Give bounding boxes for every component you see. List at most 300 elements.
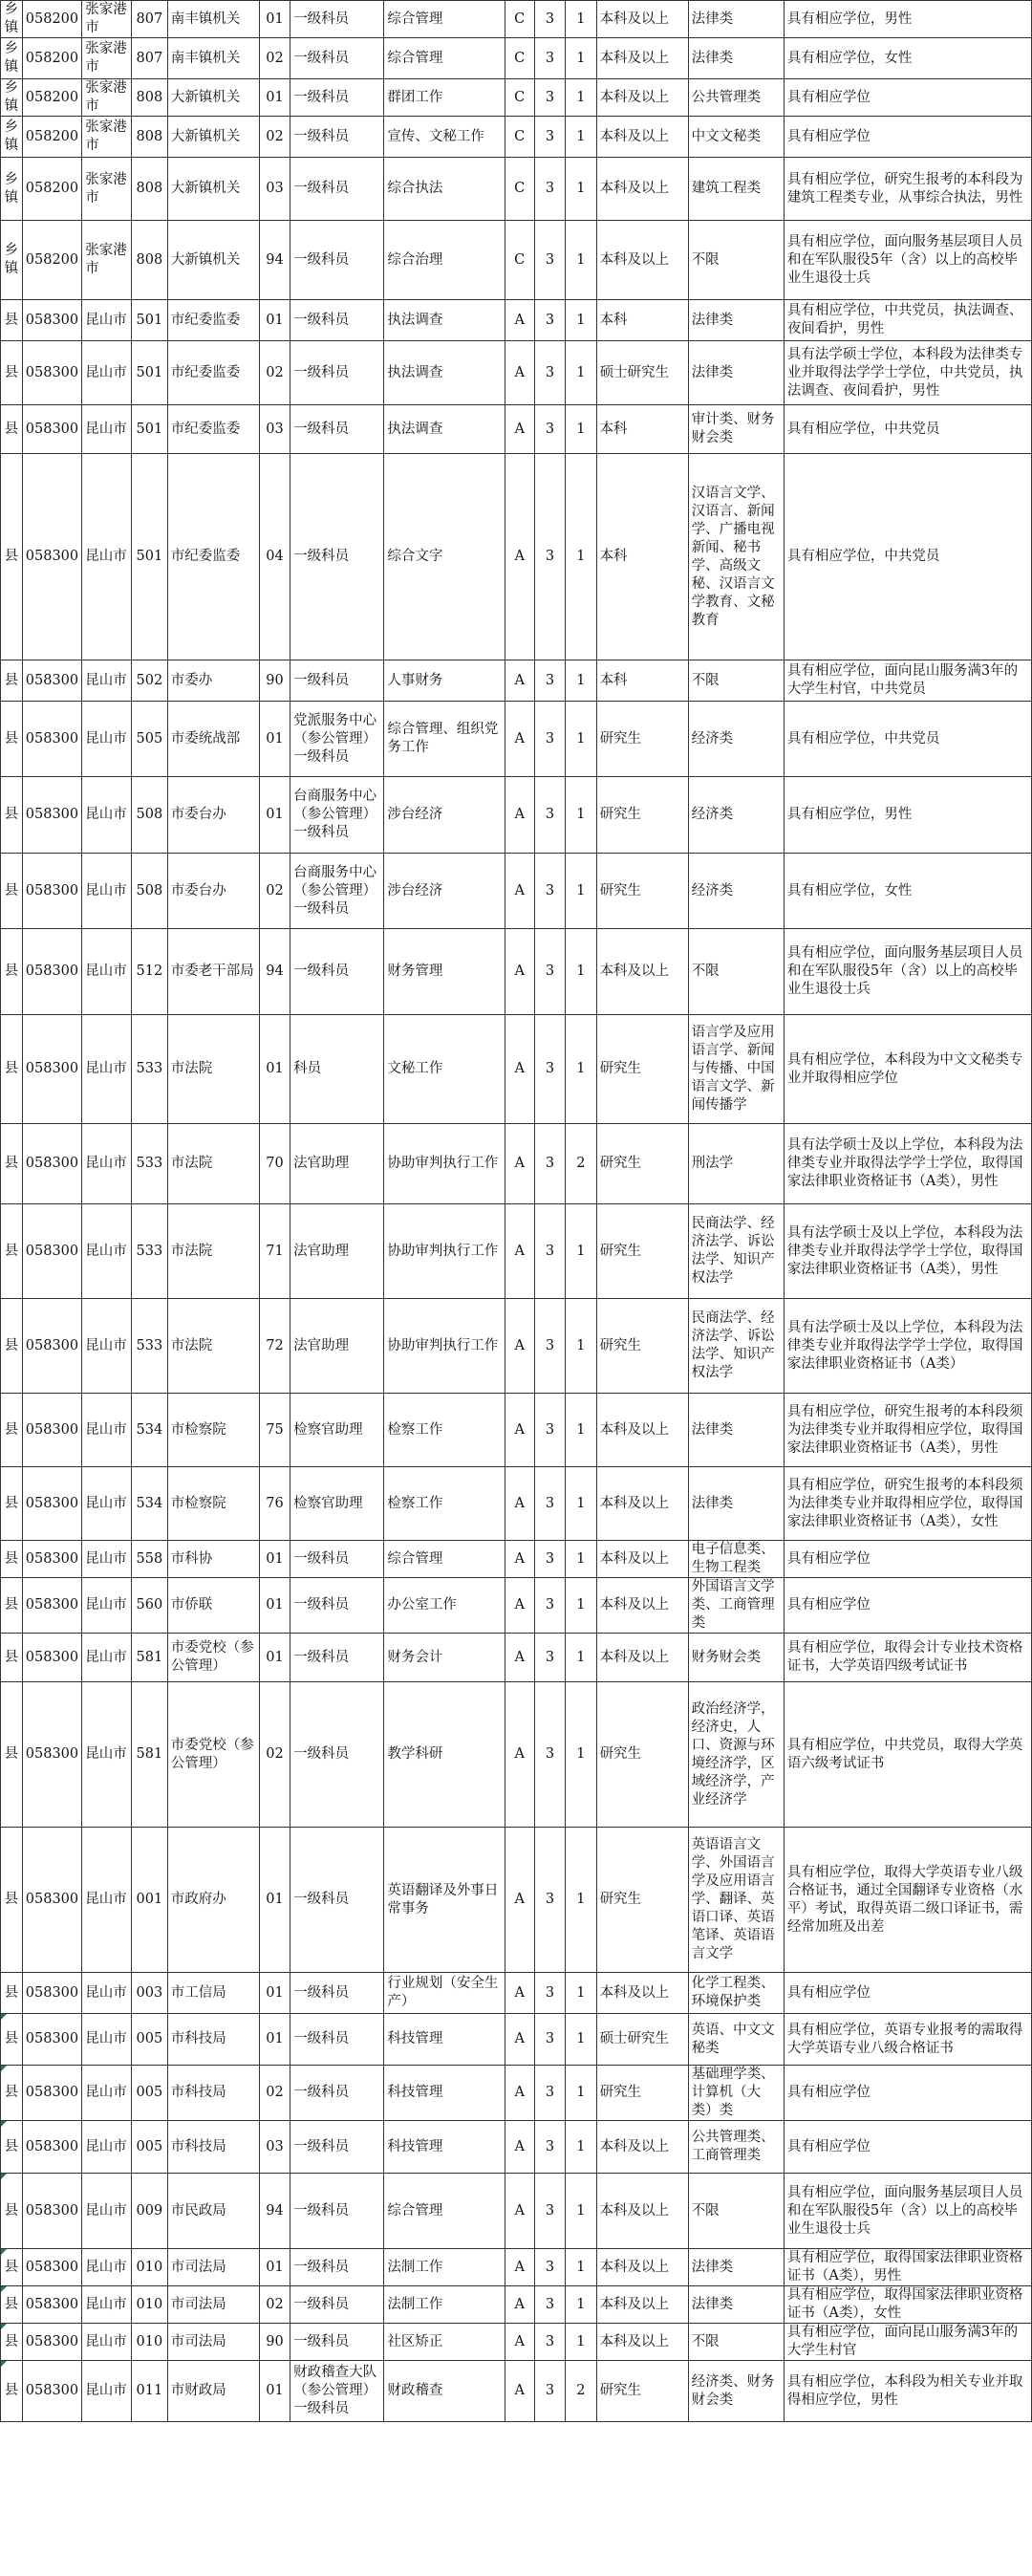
position-cell: 一级科员 [290,660,384,702]
hires-cell: 1 [566,1541,596,1578]
dept-name-cell: 大新镇机关 [167,158,259,221]
position-cell: 一级科员 [290,454,384,660]
hires-cell: 1 [566,79,596,117]
requirements-cell: 具有相应学位，面向昆山服务满3年的大学生村官 [784,2324,1031,2361]
requirements-cell: 具有相应学位，女性 [784,854,1031,929]
duties-cell: 行业规划（安全生产） [384,1973,505,2014]
table-row [1,2174,1032,2249]
exam-count-cell: 3 [534,660,565,702]
hires-cell: 1 [566,300,596,341]
exam-count-cell: 3 [534,1204,565,1299]
pos-code-cell: 02 [259,38,290,79]
education-cell: 研究生 [596,854,688,929]
dept-name-cell: 市委统战部 [167,702,259,777]
requirements-cell: 具有相应学位，取得国家法律职业资格证书（A类），女性 [784,2286,1031,2324]
table-row [1,1204,1032,1299]
code-cell: 058200 [22,1,82,38]
level-cell: 县 [1,1682,23,1828]
category-cell: A [505,1541,534,1578]
level-cell: 县 [1,2249,23,2286]
city-cell: 昆山市 [82,2066,132,2121]
code-cell: 058300 [22,1204,82,1299]
city-cell: 昆山市 [82,777,132,854]
major-cell: 刑法学 [688,1124,784,1204]
dept-name-cell: 大新镇机关 [167,79,259,117]
level-cell: 乡镇 [1,221,23,300]
city-cell: 张家港市 [82,79,132,117]
education-cell: 本科及以上 [596,2174,688,2249]
hires-cell: 1 [566,1682,596,1828]
duties-cell: 协助审判执行工作 [384,1124,505,1204]
city-cell: 昆山市 [82,2121,132,2174]
dept-name-cell: 市科技局 [167,2121,259,2174]
dept-name-cell: 大新镇机关 [167,221,259,300]
requirements-cell: 具有相应学位 [784,79,1031,117]
dept-code-cell: 505 [132,702,168,777]
exam-count-cell: 3 [534,2121,565,2174]
level-cell: 县 [1,454,23,660]
category-cell: A [505,1682,534,1828]
pos-code-cell: 02 [259,2066,290,2121]
exam-count-cell: 3 [534,1634,565,1682]
education-cell: 本科及以上 [596,1973,688,2014]
pos-code-cell: 01 [259,1541,290,1578]
table-row [1,117,1032,158]
category-cell: A [505,660,534,702]
table-row [1,660,1032,702]
major-cell: 民商法学、经济法学、诉讼法学、知识产权法学 [688,1299,784,1394]
pos-code-cell: 02 [259,1682,290,1828]
code-cell: 058300 [22,2066,82,2121]
position-cell: 一级科员 [290,158,384,221]
education-cell: 本科及以上 [596,1,688,38]
city-cell: 昆山市 [82,2174,132,2249]
major-cell: 经济类 [688,777,784,854]
dept-name-cell: 大新镇机关 [167,117,259,158]
education-cell: 本科及以上 [596,38,688,79]
city-cell: 昆山市 [82,300,132,341]
major-cell: 不限 [688,929,784,1015]
dept-code-cell: 512 [132,929,168,1015]
duties-cell: 宣传、文秘工作 [384,117,505,158]
major-cell: 英语、中文文秘类 [688,2014,784,2066]
dept-code-cell: 010 [132,2286,168,2324]
table-row [1,221,1032,300]
dept-code-cell: 003 [132,1973,168,2014]
table-row [1,2121,1032,2174]
hires-cell: 1 [566,1394,596,1467]
code-cell: 058300 [22,1015,82,1124]
duties-cell: 执法调查 [384,405,505,454]
level-cell: 县 [1,405,23,454]
requirements-cell: 具有相应学位，面向服务基层项目人员和在军队服役5年（含）以上的高校毕业生退役士兵 [784,2174,1031,2249]
hires-cell: 1 [566,2324,596,2361]
code-cell: 058300 [22,929,82,1015]
city-cell: 昆山市 [82,1828,132,1973]
education-cell: 本科及以上 [596,221,688,300]
table-row [1,2361,1032,2422]
table-body [1,1,1032,2422]
code-cell: 058300 [22,2014,82,2066]
level-cell: 县 [1,1634,23,1682]
pos-code-cell: 01 [259,1,290,38]
category-cell: C [505,38,534,79]
pos-code-cell: 01 [259,2014,290,2066]
table-row [1,454,1032,660]
code-cell: 058300 [22,1578,82,1634]
requirements-cell: 具有相应学位，面向服务基层项目人员和在军队服役5年（含）以上的高校毕业生退役士兵 [784,221,1031,300]
table-row [1,1124,1032,1204]
requirements-cell: 具有相应学位，中共党员，执法调查、夜间看护，男性 [784,300,1031,341]
dept-code-cell: 808 [132,158,168,221]
dept-code-cell: 508 [132,777,168,854]
education-cell: 硕士研究生 [596,2014,688,2066]
hires-cell: 1 [566,454,596,660]
level-cell: 县 [1,1828,23,1973]
education-cell: 本科及以上 [596,158,688,221]
exam-count-cell: 3 [534,405,565,454]
code-cell: 058300 [22,2249,82,2286]
hires-cell: 1 [566,117,596,158]
table-row [1,1973,1032,2014]
category-cell: A [505,2174,534,2249]
duties-cell: 财政稽查 [384,2361,505,2422]
pos-code-cell: 72 [259,1299,290,1394]
exam-count-cell: 3 [534,854,565,929]
exam-count-cell: 3 [534,1541,565,1578]
dept-code-cell: 502 [132,660,168,702]
category-cell: A [505,702,534,777]
major-cell: 经济类、财务财会类 [688,2361,784,2422]
city-cell: 昆山市 [82,2249,132,2286]
dept-code-cell: 005 [132,2121,168,2174]
dept-name-cell: 市司法局 [167,2324,259,2361]
code-cell: 058300 [22,1973,82,2014]
code-cell: 058300 [22,405,82,454]
requirements-cell: 具有相应学位 [784,1973,1031,2014]
table-row [1,1,1032,38]
education-cell: 本科及以上 [596,117,688,158]
requirements-cell: 具有相应学位，取得国家法律职业资格证书（A类），男性 [784,2249,1031,2286]
city-cell: 昆山市 [82,702,132,777]
position-cell: 一级科员 [290,1578,384,1634]
exam-count-cell: 3 [534,1124,565,1204]
category-cell: A [505,1467,534,1541]
hires-cell: 1 [566,158,596,221]
level-cell: 县 [1,341,23,405]
code-cell: 058300 [22,702,82,777]
education-cell: 本科 [596,454,688,660]
category-cell: A [505,854,534,929]
code-cell: 058300 [22,2174,82,2249]
hires-cell: 1 [566,1828,596,1973]
dept-code-cell: 808 [132,221,168,300]
duties-cell: 综合执法 [384,158,505,221]
dept-code-cell: 534 [132,1394,168,1467]
requirements-cell: 具有相应学位，中共党员，取得大学英语六级考试证书 [784,1682,1031,1828]
exam-count-cell: 3 [534,300,565,341]
pos-code-cell: 02 [259,341,290,405]
duties-cell: 综合管理 [384,1,505,38]
requirements-cell: 具有法学硕士及以上学位，本科段为法律类专业并取得法学学士学位，取得国家法律职业资格证书（A类） [784,1299,1031,1394]
city-cell: 昆山市 [82,1204,132,1299]
table-row [1,2324,1032,2361]
major-cell: 民商法学、经济法学、诉讼法学、知识产权法学 [688,1204,784,1299]
category-cell: A [505,777,534,854]
major-cell: 英语语言文学、外国语言学及应用语言学、翻译、英语口译、英语笔译、英语语言文学 [688,1828,784,1973]
exam-count-cell: 3 [534,79,565,117]
table-row [1,38,1032,79]
code-cell: 058200 [22,158,82,221]
table-row [1,1015,1032,1124]
exam-count-cell: 3 [534,2286,565,2324]
education-cell: 本科及以上 [596,1578,688,1634]
major-cell: 汉语言文学、汉语言、新闻学、广播电视新闻、秘书学、高级文秘、汉语言文学教育、文秘教育 [688,454,784,660]
position-cell: 法官助理 [290,1204,384,1299]
major-cell: 审计类、财务财会类 [688,405,784,454]
level-cell: 县 [1,1394,23,1467]
pos-code-cell: 02 [259,2286,290,2324]
major-cell: 公共管理类 [688,79,784,117]
duties-cell: 综合文字 [384,454,505,660]
dept-code-cell: 010 [132,2249,168,2286]
major-cell: 财务财会类 [688,1634,784,1682]
city-cell: 昆山市 [82,1299,132,1394]
duties-cell: 办公室工作 [384,1578,505,1634]
level-cell: 县 [1,1578,23,1634]
education-cell: 本科及以上 [596,1634,688,1682]
level-cell: 乡镇 [1,79,23,117]
pos-code-cell: 01 [259,1828,290,1973]
code-cell: 058300 [22,341,82,405]
code-cell: 058200 [22,221,82,300]
pos-code-cell: 01 [259,79,290,117]
pos-code-cell: 90 [259,660,290,702]
hires-cell: 1 [566,1578,596,1634]
hires-cell: 1 [566,2286,596,2324]
exam-count-cell: 3 [534,702,565,777]
category-cell: A [505,1394,534,1467]
pos-code-cell: 04 [259,454,290,660]
level-cell: 县 [1,2361,23,2422]
table-row [1,2249,1032,2286]
category-cell: A [505,1124,534,1204]
position-cell: 一级科员 [290,1973,384,2014]
code-cell: 058300 [22,1828,82,1973]
requirements-cell: 具有相应学位，面向昆山服务满3年的大学生村官，中共党员 [784,660,1031,702]
education-cell: 研究生 [596,1299,688,1394]
hires-cell: 1 [566,1299,596,1394]
dept-code-cell: 501 [132,454,168,660]
hires-cell: 1 [566,854,596,929]
duties-cell: 检察工作 [384,1394,505,1467]
code-cell: 058300 [22,1634,82,1682]
requirements-cell: 具有相应学位 [784,2121,1031,2174]
pos-code-cell: 01 [259,1015,290,1124]
dept-code-cell: 533 [132,1124,168,1204]
dept-name-cell: 南丰镇机关 [167,38,259,79]
major-cell: 公共管理类、工商管理类 [688,2121,784,2174]
category-cell: C [505,79,534,117]
education-cell: 研究生 [596,2066,688,2121]
level-cell: 县 [1,1467,23,1541]
level-cell: 乡镇 [1,117,23,158]
category-cell: A [505,1828,534,1973]
level-cell: 县 [1,1541,23,1578]
dept-code-cell: 001 [132,1828,168,1973]
pos-code-cell: 01 [259,1578,290,1634]
education-cell: 本科 [596,300,688,341]
city-cell: 昆山市 [82,1124,132,1204]
duties-cell: 科技管理 [384,2014,505,2066]
exam-count-cell: 3 [534,1578,565,1634]
position-cell: 一级科员 [290,2174,384,2249]
code-cell: 058300 [22,854,82,929]
exam-count-cell: 3 [534,1015,565,1124]
dept-code-cell: 009 [132,2174,168,2249]
dept-name-cell: 市科协 [167,1541,259,1578]
table-row [1,158,1032,221]
table-row [1,1299,1032,1394]
city-cell: 昆山市 [82,454,132,660]
dept-name-cell: 市法院 [167,1124,259,1204]
pos-code-cell: 94 [259,221,290,300]
city-cell: 昆山市 [82,1394,132,1467]
category-cell: A [505,2361,534,2422]
hires-cell: 1 [566,2174,596,2249]
dept-name-cell: 市司法局 [167,2286,259,2324]
position-cell: 一级科员 [290,117,384,158]
education-cell: 研究生 [596,2361,688,2422]
position-cell: 一级科员 [290,1541,384,1578]
duties-cell: 综合治理 [384,221,505,300]
exam-count-cell: 3 [534,1467,565,1541]
hires-cell: 1 [566,1204,596,1299]
level-cell: 县 [1,702,23,777]
exam-count-cell: 3 [534,2249,565,2286]
pos-code-cell: 94 [259,929,290,1015]
duties-cell: 科技管理 [384,2121,505,2174]
city-cell: 昆山市 [82,1467,132,1541]
code-cell: 058200 [22,79,82,117]
duties-cell: 教学科研 [384,1682,505,1828]
code-cell: 058300 [22,2286,82,2324]
major-cell: 法律类 [688,1467,784,1541]
position-cell: 科员 [290,1015,384,1124]
dept-name-cell: 市财政局 [167,2361,259,2422]
hires-cell: 1 [566,1634,596,1682]
exam-count-cell: 3 [534,454,565,660]
requirements-cell: 具有相应学位 [784,117,1031,158]
hires-cell: 1 [566,2249,596,2286]
code-cell: 058300 [22,1299,82,1394]
major-cell: 化学工程类、环境保护类 [688,1973,784,2014]
requirements-cell: 具有相应学位 [784,1578,1031,1634]
education-cell: 研究生 [596,1682,688,1828]
category-cell: A [505,2014,534,2066]
table-row [1,702,1032,777]
position-cell: 党派服务中心（参公管理）一级科员 [290,702,384,777]
duties-cell: 社区矫正 [384,2324,505,2361]
code-cell: 058300 [22,1541,82,1578]
city-cell: 张家港市 [82,38,132,79]
dept-name-cell: 市法院 [167,1015,259,1124]
dept-name-cell: 市纪委监委 [167,454,259,660]
duties-cell: 综合管理 [384,2174,505,2249]
duties-cell: 综合管理 [384,1541,505,1578]
major-cell: 中文文秘类 [688,117,784,158]
major-cell: 法律类 [688,300,784,341]
education-cell: 本科及以上 [596,1394,688,1467]
dept-code-cell: 501 [132,300,168,341]
category-cell: C [505,117,534,158]
code-cell: 058300 [22,1394,82,1467]
dept-name-cell: 市司法局 [167,2249,259,2286]
education-cell: 本科及以上 [596,2121,688,2174]
requirements-cell: 具有法学硕士及以上学位，本科段为法律类专业并取得法学学士学位，取得国家法律职业资格证书（A类），男性 [784,1204,1031,1299]
pos-code-cell: 01 [259,2361,290,2422]
code-cell: 058300 [22,1124,82,1204]
pos-code-cell: 75 [259,1394,290,1467]
duties-cell: 执法调查 [384,300,505,341]
category-cell: A [505,300,534,341]
duties-cell: 涉台经济 [384,854,505,929]
level-cell: 县 [1,854,23,929]
dept-name-cell: 市工信局 [167,1973,259,2014]
hires-cell: 1 [566,2014,596,2066]
exam-count-cell: 3 [534,2324,565,2361]
pos-code-cell: 01 [259,2249,290,2286]
dept-name-cell: 市纪委监委 [167,405,259,454]
education-cell: 本科及以上 [596,929,688,1015]
position-cell: 台商服务中心（参公管理）一级科员 [290,854,384,929]
duties-cell: 文秘工作 [384,1015,505,1124]
city-cell: 昆山市 [82,1973,132,2014]
position-cell: 一级科员 [290,1682,384,1828]
exam-count-cell: 3 [534,1394,565,1467]
pos-code-cell: 01 [259,777,290,854]
code-cell: 058300 [22,2121,82,2174]
education-cell: 研究生 [596,1124,688,1204]
category-cell: C [505,158,534,221]
category-cell: A [505,454,534,660]
dept-name-cell: 南丰镇机关 [167,1,259,38]
education-cell: 研究生 [596,1828,688,1973]
hires-cell: 1 [566,660,596,702]
category-cell: A [505,1015,534,1124]
category-cell: A [505,2121,534,2174]
major-cell: 不限 [688,660,784,702]
hires-cell: 1 [566,2066,596,2121]
dept-code-cell: 533 [132,1204,168,1299]
duties-cell: 英语翻译及外事日常事务 [384,1828,505,1973]
level-cell: 县 [1,2121,23,2174]
city-cell: 张家港市 [82,158,132,221]
dept-name-cell: 市法院 [167,1204,259,1299]
dept-name-cell: 市委办 [167,660,259,702]
exam-count-cell: 3 [534,2014,565,2066]
major-cell: 法律类 [688,1394,784,1467]
major-cell: 语言学及应用语言学、新闻与传播、中国语言文学、新闻传播学 [688,1015,784,1124]
dept-code-cell: 807 [132,38,168,79]
code-cell: 058200 [22,38,82,79]
dept-code-cell: 011 [132,2361,168,2422]
level-cell: 县 [1,2066,23,2121]
major-cell: 经济类 [688,702,784,777]
dept-name-cell: 市检察院 [167,1467,259,1541]
exam-count-cell: 3 [534,2066,565,2121]
hires-cell: 1 [566,1973,596,2014]
